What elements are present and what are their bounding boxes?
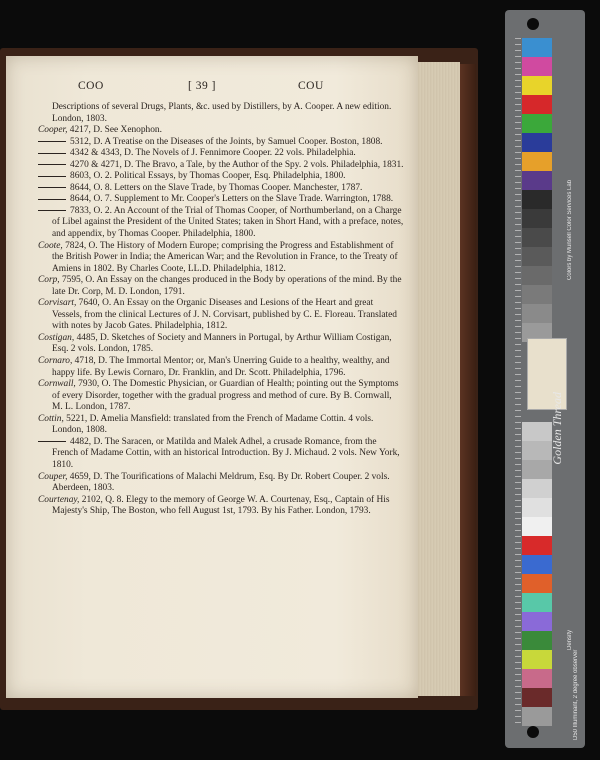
color-swatch [522,536,552,555]
entry-text: 4482, D. The Saracen, or Matilda and Malek Adhel, a crusade Romance, from the French of Madame Cottin, with an historical Introduction. By J. Michaud. 2 vols. New York, 1810. [52,436,400,470]
card-label-top: Colors by Munsell Color Services Lab [567,179,573,280]
color-swatch [522,209,552,228]
catalog-entry [38,379,404,414]
running-head-right: COU [298,80,324,92]
color-swatch [522,498,552,517]
catalog-entry [38,148,404,160]
entry-text: 5312, D. A Treatise on the Diseases of the Joints, by Samuel Cooper. Boston, 1808. [70,136,383,147]
color-swatch [522,38,552,57]
color-swatch [522,247,552,266]
catalog-entries [38,102,404,518]
ditto-dash [38,164,66,165]
entry-text: 8603, O. 2. Political Essays, by Thomas Cooper, Esq. Philadelphia, 1800. [70,171,346,182]
catalog-entry [38,171,404,183]
color-swatch [522,228,552,247]
thread-label: Golden Thread [550,392,564,465]
entry-text: 7640, O. An Essay on the Organic Diseases and Lesions of the Heart and great Vessels, from the clinical Lectures of J. N. Corvisart, published by C. E. Floreau. Translated with notes by Jacob Gates. Philadelphia, 1812. [52,298,397,332]
entry-text: 4485, D. Sketches of Society and Manners in Portugal, by Arthur William Costigan, Esq. 2 vols. London, 1785. [52,332,392,355]
catalog-entry [38,160,404,172]
ditto-dash [38,141,66,142]
entry-text: 4718, D. The Immortal Mentor; or, Man's Unerring Guide to a healthy, wealthy, and happy life. By Lewis Cornaro, Dr. Franklin, and Dr. Scott. Philadelphia, 1796. [52,356,390,378]
entry-author: Corp, [38,275,60,286]
color-swatch [522,707,552,726]
entry-text: 4217, D. See Xenophon. [67,125,162,136]
ditto-dash [38,176,66,177]
card-hole-top [527,18,539,30]
entry-text: Descriptions of several Drugs, Plants, &c. used by Distillers, by A. Cooper. A new edition. London, 1803. [52,102,392,124]
color-swatch [522,95,552,114]
catalog-entry [38,206,404,241]
color-swatch [522,285,552,304]
color-swatch [522,422,552,441]
catalog-entry [38,102,404,125]
entry-text: 4270 & 4271, D. The Bravo, a Tale, by the Author of the Spy. 2 vols. Philadelphia, 1831. [70,159,404,170]
entry-author: Couper, [38,471,68,482]
entry-text: 2102, Q. 8. Elegy to the memory of George W. A. Courtenay, Esq., Captain of His Majesty's Ship, The Boston, who fell August 1st, 1793. By his Father. London, 1793. [52,494,390,517]
ditto-dash [38,199,66,200]
entry-author: Courtenay, [38,494,80,505]
card-caption: D50 Illuminant, 2 degree observer [573,649,579,740]
entry-text: 5221, D. Amelia Mansfield: translated from the French of Madame Cottin. 4 vols. London, 1808. [52,413,374,436]
color-swatch [522,650,552,669]
page-number: [ 39 ] [188,80,216,92]
color-swatch [522,152,552,171]
color-swatch [522,441,552,460]
color-swatch [522,574,552,593]
ditto-dash [38,187,66,188]
entry-author: Cottin, [38,413,64,424]
color-swatch [522,171,552,190]
catalog-entry [38,137,404,149]
swatch-column-bottom [522,422,552,726]
entry-author: Cornaro, [38,356,73,367]
color-swatch [522,688,552,707]
ditto-dash [38,441,66,442]
color-swatch [522,555,552,574]
entry-author: Coote, [38,240,63,251]
entry-text: 7824, O. The History of Modern Europe; comprising the Progress and Establishment of the British Power in India; the American War; and the Revolution in France, to the Treaty of Amiens in 1802. By Charles Coote, LL.D. Philadelphia, 1812. [52,240,398,274]
entry-author: Corvisart, [38,298,77,309]
swatch-column-top [522,38,552,342]
color-swatch [522,631,552,650]
catalog-entry [38,183,404,195]
color-swatch [522,612,552,631]
entry-text: 7595, O. An Essay on the changes produced in the Body by operations of the mind. By the late Dr. Corp, M. D. London, 1791. [52,275,402,297]
entry-author: Cornwall, [38,379,76,390]
page-edges [418,62,460,696]
color-swatch [522,304,552,323]
card-hole-bottom [527,726,539,738]
color-swatch [522,133,552,152]
catalog-entry [38,125,404,137]
ditto-dash [38,153,66,154]
catalog-entry [38,194,404,206]
entry-text: 7833, O. 2. An Account of the Trial of Thomas Cooper, of Northumberland, on a Charge of Libel against the President of the United States; taken in Short Hand, with a preface, notes, and appendix, by Thomas Cooper. Philadelphia, 1800. [52,205,404,240]
catalog-entry [38,495,404,518]
color-swatch [522,479,552,498]
book-spine [460,64,476,696]
entry-text: 4342 & 4343, D. The Novels of J. Fennimore Cooper. 22 vols. Philadelphia. [70,148,356,159]
catalog-entry [38,298,404,333]
color-swatch [522,593,552,612]
color-swatch [522,669,552,688]
color-swatch [522,266,552,285]
card-label-density: Density [567,629,573,650]
catalog-entry [38,437,404,472]
catalog-entry [38,414,404,437]
card-ruler [515,38,521,728]
catalog-entry [38,241,404,276]
catalog-entry [38,333,404,356]
color-swatch [522,76,552,95]
entry-author: Costigan, [38,332,75,343]
entry-text: 7930, O. The Domestic Physician, or Guardian of Health; pointing out the Symptoms of every Disorder, together with the gradual progress and method of cure. By B. Cornwall, M. L. London, 1787. [52,379,399,413]
ditto-dash [38,210,66,211]
color-swatch [522,460,552,479]
entry-text: 8644, O. 7. Supplement to Mr. Cooper's Letters on the Slave Trade. Warrington, 1788. [70,194,394,205]
color-swatch [522,114,552,133]
color-swatch [522,57,552,76]
color-swatch [522,190,552,209]
running-head-left: COO [78,80,104,92]
entry-text: 8644, O. 8. Letters on the Slave Trade, by Thomas Cooper. Manchester, 1787. [70,182,363,193]
catalog-entry [38,472,404,495]
entry-text: 4659, D. The Tourifications of Malachi Meldrum, Esq. By Dr. Robert Couper. 2 vols. Aberdeen, 1803. [52,471,390,494]
entry-author: Cooper, [38,125,68,136]
catalog-entry [38,356,404,379]
color-swatch [522,517,552,536]
catalog-entry [38,275,404,298]
